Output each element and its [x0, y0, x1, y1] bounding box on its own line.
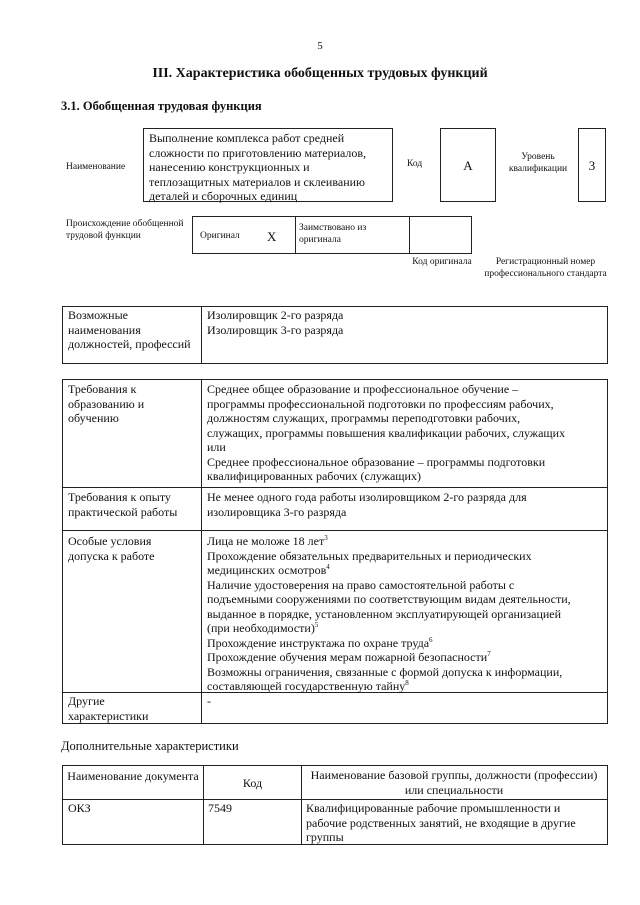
condition-line-2: Прохождение обязательных предварительных и периодических — [207, 548, 532, 563]
code-value: A — [463, 158, 473, 173]
condition-line-3: медицинских осмотров$^4$ — [207, 563, 330, 577]
condition-line-5: подъемными сооружениями по соответствующим видам деятельности, — [207, 592, 571, 606]
condition-line-1: Лица не моложе 18 лет$^3$ — [207, 534, 328, 548]
positions-label: Возможные наименования должностей, профессий — [68, 308, 191, 351]
borrowed-label: Заимствовано из оригинала — [299, 223, 367, 245]
row-name-line-3: группы — [306, 830, 344, 844]
conditions-label: Особые условия допуска к работе — [68, 534, 155, 563]
condition-line-11: составляющей государственную тайну$^8$ — [207, 679, 409, 693]
experience-line-2: изолировщика 3-го разряда — [207, 504, 347, 519]
education-line-1: Среднее общее образование и профессиональное обучение – — [207, 382, 519, 396]
education-line-3: должностям служащих, программы переподготовки рабочих, — [207, 411, 521, 425]
education-line-5: или — [207, 440, 226, 454]
origin-label: Происхождение обобщенной трудовой функции — [66, 219, 184, 241]
registration-number-caption: Регистрационный номер профессионального стандарта — [484, 257, 607, 279]
education-label: Требования к образованию и обучению — [68, 382, 145, 425]
header-document: Наименование документа — [67, 769, 199, 783]
education-line-4: служащих, программы повышения квалификации рабочих, служащих — [207, 425, 566, 440]
education-line-7: квалифицированных рабочих (служащих) — [207, 469, 421, 483]
position-1: Изолировщик 2-го разряда — [207, 308, 344, 322]
original-mark: X — [267, 229, 277, 244]
row-name-line-2: рабочие родственных занятий, не входящие в другие — [306, 815, 576, 830]
row-code: 7549 — [208, 801, 232, 815]
header-code: Код — [242, 776, 263, 790]
other-value: - — [207, 694, 211, 708]
condition-line-8: Прохождение инструктажа по охране труда$^6$ — [207, 635, 433, 650]
code-box — [440, 128, 496, 202]
function-name-box — [143, 128, 393, 202]
subsection-title: 3.1. Обобщенная трудовая функция — [61, 99, 262, 113]
condition-line-7: (при необходимости)$^5$ — [207, 621, 319, 635]
education-line-6: Среднее профессиональное образование – программы подготовки — [207, 454, 546, 469]
level-value: 3 — [588, 158, 596, 173]
original-label: Оригинал — [200, 231, 240, 241]
section-title: III. Характеристика обобщенных трудовых функций — [152, 66, 488, 81]
condition-line-9: Прохождение обучения мерам пожарной безопасности$^7$ — [207, 650, 491, 664]
code-original-caption: Код оригинала — [412, 257, 472, 267]
header-group-name: Наименование базовой группы, должности (профессии) или специальности — [310, 768, 598, 797]
code-label: Код — [407, 159, 423, 169]
experience-label: Требования к опыту практической работы — [68, 490, 178, 519]
position-2: Изолировщик 3-го разряда — [207, 322, 344, 337]
level-label: Уровень квалификации — [508, 152, 568, 174]
additional-title: Дополнительные характеристики — [61, 739, 239, 753]
condition-line-6: выданное в порядке, установленном эксплуатирующей организацией — [207, 606, 562, 621]
other-label: Другие характеристики — [68, 694, 149, 723]
name-label: Наименование — [66, 162, 126, 172]
function-name-value: Выполнение комплекса работ средней сложности по приготовлению материалов, нанесению конструкционных и теплозащитных материалов и склеиванию деталей и сборочных единиц — [149, 131, 367, 203]
condition-line-10: Возможны ограничения, связанные с формой допуска к информации, — [207, 664, 563, 679]
requirements-table — [62, 379, 608, 724]
condition-line-4: Наличие удостоверения на право самостоятельной работы с — [207, 577, 515, 592]
page-number: 5 — [317, 40, 323, 52]
origin-table — [192, 216, 472, 254]
positions-table — [62, 306, 608, 364]
row-document: ОКЗ — [68, 801, 91, 815]
level-box — [578, 128, 606, 202]
row-name-line-1: Квалифицированные рабочие промышленности и — [306, 801, 561, 815]
experience-line-1: Не менее одного года работы изолировщиком 2-го разряда для — [207, 490, 527, 504]
additional-table — [62, 765, 608, 845]
education-line-2: программы профессиональной подготовки по профессиям рабочих, — [207, 396, 554, 411]
